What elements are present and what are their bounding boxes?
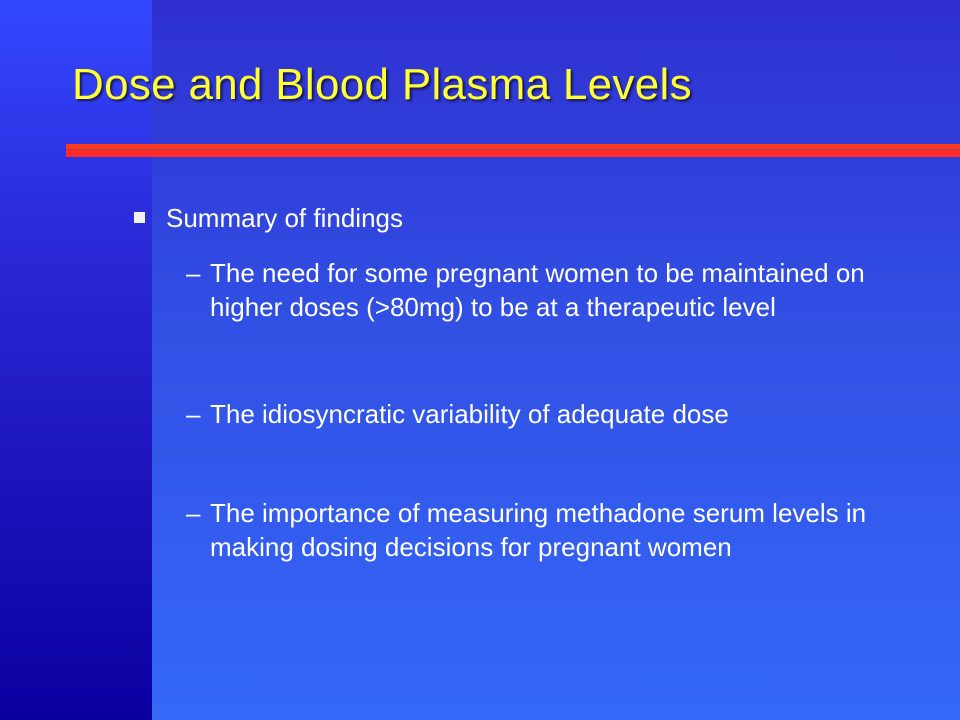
dash-icon: – xyxy=(186,498,201,528)
sub-bullet-text: The need for some pregnant women to be maintained on higher doses (>80mg) to be at a therapeutic level xyxy=(210,258,865,322)
slide-title: Dose and Blood Plasma Levels xyxy=(72,60,692,109)
square-bullet-icon xyxy=(134,212,145,223)
sub-bullet-text: The importance of measuring methadone serum levels in making dosing decisions for pregnant women xyxy=(210,498,867,562)
sub-bullet-item xyxy=(186,256,946,324)
dash-icon: – xyxy=(186,399,201,429)
dash-icon: – xyxy=(186,258,201,288)
sub-bullet-text: The idiosyncratic variability of adequate dose xyxy=(210,399,729,429)
bullet-summary-of-findings: Summary of findings xyxy=(166,203,403,233)
sub-bullet-item xyxy=(186,496,946,564)
sub-bullet-item xyxy=(186,397,946,431)
